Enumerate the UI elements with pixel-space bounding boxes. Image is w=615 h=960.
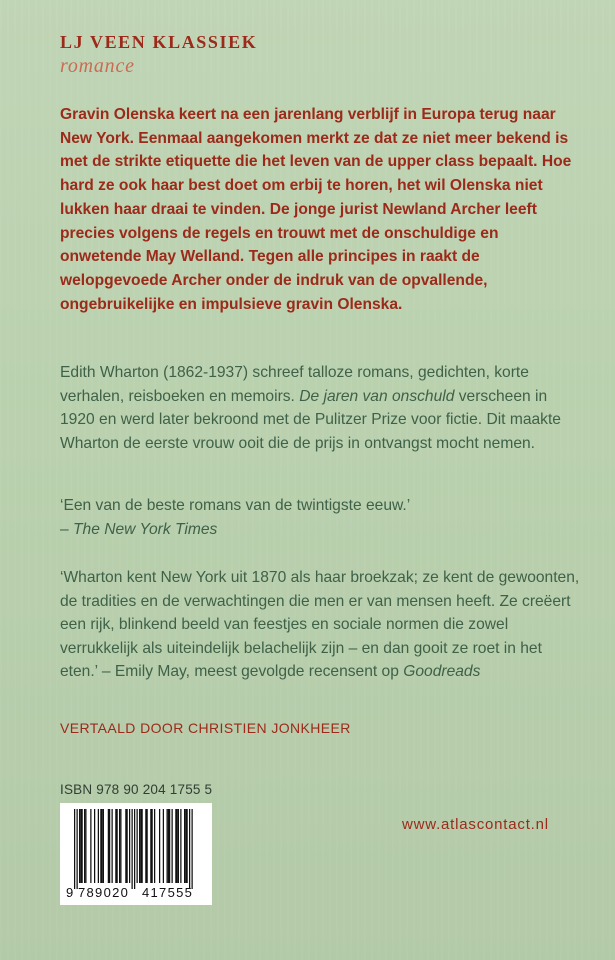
barcode-bar bbox=[94, 809, 95, 883]
barcode-bar bbox=[142, 809, 143, 883]
barcode-left-digits: 789020 bbox=[78, 885, 130, 900]
publisher-website-link[interactable]: www.atlascontact.nl bbox=[402, 816, 549, 833]
barcode-bar bbox=[150, 809, 151, 883]
series-subtitle: romance bbox=[60, 55, 135, 77]
review-quote-2 bbox=[60, 566, 580, 684]
barcode-bar bbox=[140, 809, 141, 883]
barcode-bar bbox=[154, 809, 155, 883]
barcode-bar bbox=[115, 809, 116, 883]
barcode-bar bbox=[137, 809, 138, 883]
barcode-bar bbox=[103, 809, 104, 883]
quote-1-source: The New York Times bbox=[73, 520, 218, 538]
barcode-bar bbox=[100, 809, 101, 883]
barcode-lead-digit: 9 bbox=[66, 885, 74, 900]
bio-text-1: Edith Wharton (1862-1937) schreef talloze romans, gedichten, korte verhalen, reisboeken en memoirs. bbox=[60, 364, 529, 405]
barcode-bar bbox=[108, 809, 109, 883]
barcode-bar bbox=[134, 809, 135, 889]
barcode-bar bbox=[139, 809, 140, 883]
barcode-bar bbox=[184, 809, 185, 883]
barcode-bar bbox=[145, 809, 146, 883]
barcode-bar bbox=[109, 809, 110, 883]
barcode-bar bbox=[129, 809, 130, 883]
barcode-bar bbox=[74, 809, 75, 889]
review-quote-1 bbox=[60, 494, 580, 541]
barcode-bar bbox=[147, 809, 148, 883]
blurb-text: Gravin Olenska keert na een jarenlang verblijf in Europa terug naar New York. Eenmaal aangekomen merkt ze dat ze niet meer bekend is met de strikte etiquette die het leven van de upper class bepaalt. Hoe hard ze ook haar best doet om erbij te horen, het wil Olenska niet lukken haar draai te vinden. De jonge jurist Newland Archer leeft precies volgens de regels en trouwt met de onschuldige en onwetende May Welland. Tegen alle principes in raakt de welopgevoede Archer onder de indruk van de opvallende, ongebruikelijke en impulsieve gravin Olenska. bbox=[60, 106, 572, 313]
barcode-bar bbox=[80, 809, 81, 883]
barcode-bar bbox=[98, 809, 99, 883]
barcode-bar bbox=[90, 809, 91, 883]
barcode-bar bbox=[102, 809, 103, 883]
isbn-number: ISBN 978 90 204 1755 5 bbox=[60, 782, 213, 797]
barcode-bar bbox=[172, 809, 173, 883]
barcode-bar bbox=[120, 809, 121, 883]
bio-text-2: verscheen in 1920 en werd later bekroond met de Pulitzer Prize voor fictie. Dit maakte Wharton de eerste vrouw ooit die de prijs in ontvangst mocht nemen. bbox=[60, 387, 561, 452]
quote-2-text: ‘Wharton kent New York uit 1870 als haar broekzak; ze kent de gewoonten, de tradities en de verwachtingen die men er van mensen heeft. Ze creëert een rijk, blinkend beeld van feestjes en sociale normen die zowel verrukkelijk als uiteindelijk belachelijk zijn – en dan gooit ze roet in het eten.’ – Emily May, meest gevolgde recensent op bbox=[60, 569, 580, 681]
barcode-bar bbox=[192, 809, 193, 889]
barcode-bar bbox=[187, 809, 188, 883]
quote-2-source: Goodreads bbox=[403, 663, 481, 681]
barcode bbox=[60, 803, 212, 905]
book-title: De jaren van onschuld bbox=[299, 387, 455, 405]
barcode-bar bbox=[79, 809, 80, 883]
barcode-bar bbox=[180, 809, 181, 883]
barcode-bar bbox=[189, 809, 190, 889]
barcode-bar bbox=[185, 809, 186, 883]
barcode-bar bbox=[169, 809, 170, 883]
barcode-bar bbox=[132, 809, 133, 889]
barcode-bar bbox=[84, 809, 85, 883]
barcode-right-digits: 417555 bbox=[142, 885, 194, 900]
barcode-bar bbox=[159, 809, 160, 883]
quote-1-text: ‘Een van de beste romans van de twintigste eeuw.’ bbox=[60, 497, 411, 514]
quote-1-dash: – bbox=[60, 520, 74, 538]
author-bio bbox=[60, 361, 580, 455]
barcode-digits bbox=[60, 883, 212, 903]
barcode-bar bbox=[125, 809, 126, 883]
barcode-bar bbox=[127, 809, 128, 883]
barcode-bar bbox=[82, 809, 83, 883]
barcode-bar bbox=[112, 809, 113, 883]
barcode-bar bbox=[178, 809, 179, 883]
barcode-bar bbox=[177, 809, 178, 883]
barcode-bar bbox=[163, 809, 164, 883]
barcode-bar bbox=[77, 809, 78, 889]
barcode-bar bbox=[152, 809, 153, 883]
barcode-bar bbox=[168, 809, 169, 883]
barcode-bar bbox=[167, 809, 168, 883]
barcode-bar bbox=[119, 809, 120, 883]
barcode-bar bbox=[117, 809, 118, 883]
series-name: LJ VEEN KLASSIEK bbox=[60, 32, 258, 52]
barcode-bar bbox=[85, 809, 86, 883]
barcode-bar bbox=[175, 809, 176, 883]
translator-credit: VERTAALD DOOR CHRISTIEN JONKHEER bbox=[60, 720, 351, 736]
